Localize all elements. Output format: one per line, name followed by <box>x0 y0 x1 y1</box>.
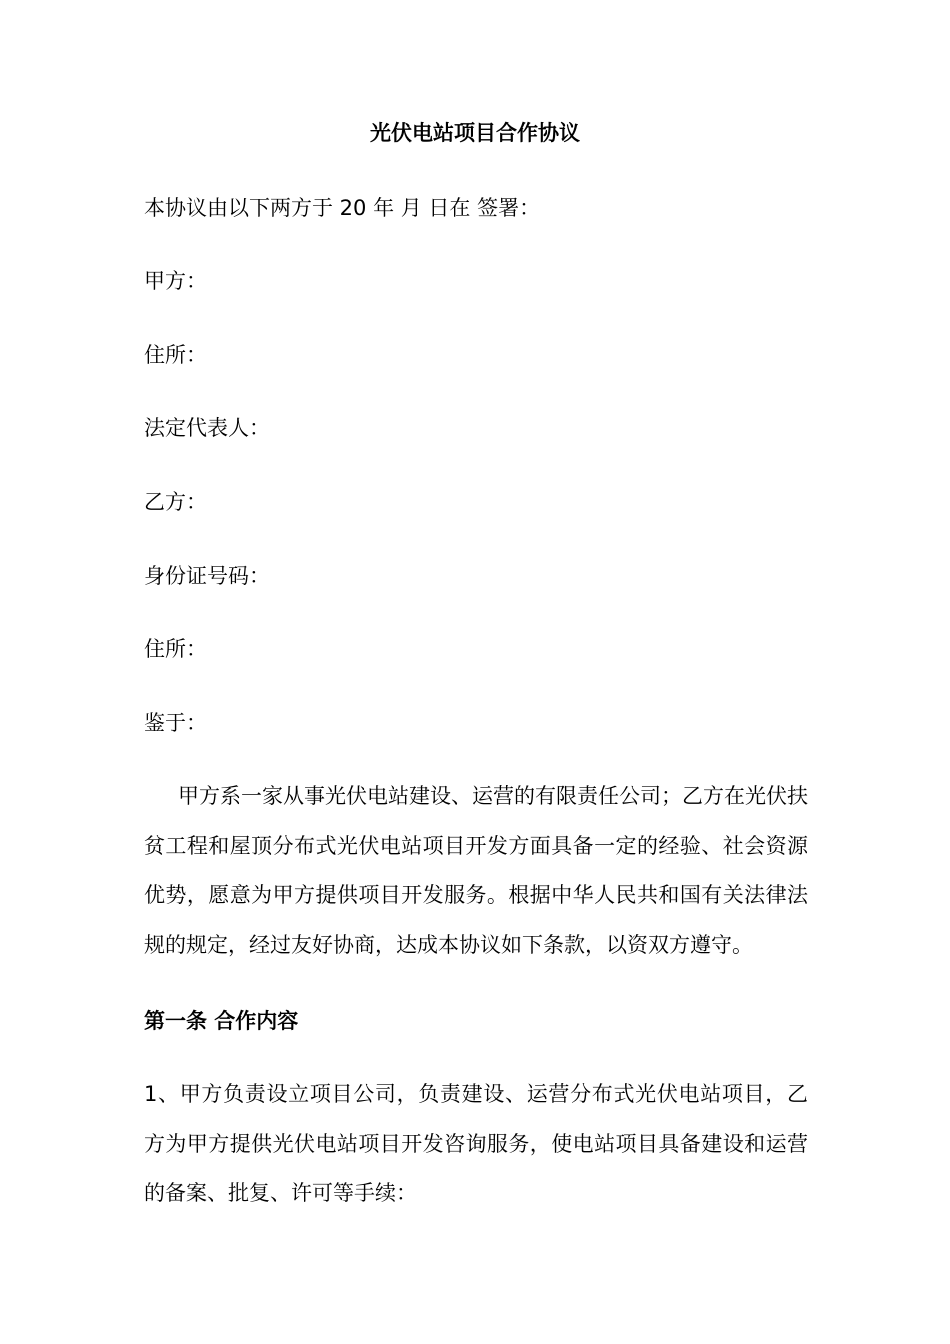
party-b-label: 乙方： <box>144 490 207 514</box>
article-1-clause-1: 1、甲方负责设立项目公司，负责建设、运营分布式光伏电站项目，乙方为甲方提供光伏电站项目开发咨询服务，使电站项目具备建设和运营的备案、批复、许可等手续： <box>144 1082 808 1205</box>
agreement-intro-line: 本协议由以下两方于 20 年 月 日在 签署： <box>144 196 541 220</box>
recital-paragraph: 甲方系一家从事光伏电站建设、运营的有限责任公司；乙方在光伏扶贫工程和屋顶分布式光伏电站项目开发方面具备一定的经验、社会资源优势，愿意为甲方提供项目开发服务。根据中华人民共和国有关法律法规的规定，经过友好协商，达成本协议如下条款，以资双方遵守。 <box>144 784 808 957</box>
id-number-label: 身份证号码： <box>144 564 270 588</box>
legal-representative-label: 法定代表人： <box>144 416 270 440</box>
article-1-heading: 第一条 合作内容 <box>144 1009 299 1033</box>
document-title: 光伏电站项目合作协议 <box>370 121 580 145</box>
party-a-label: 甲方： <box>144 269 207 293</box>
party-b-address-label: 住所： <box>144 637 207 661</box>
whereas-label: 鉴于： <box>144 711 207 735</box>
party-a-address-label: 住所： <box>144 343 207 367</box>
